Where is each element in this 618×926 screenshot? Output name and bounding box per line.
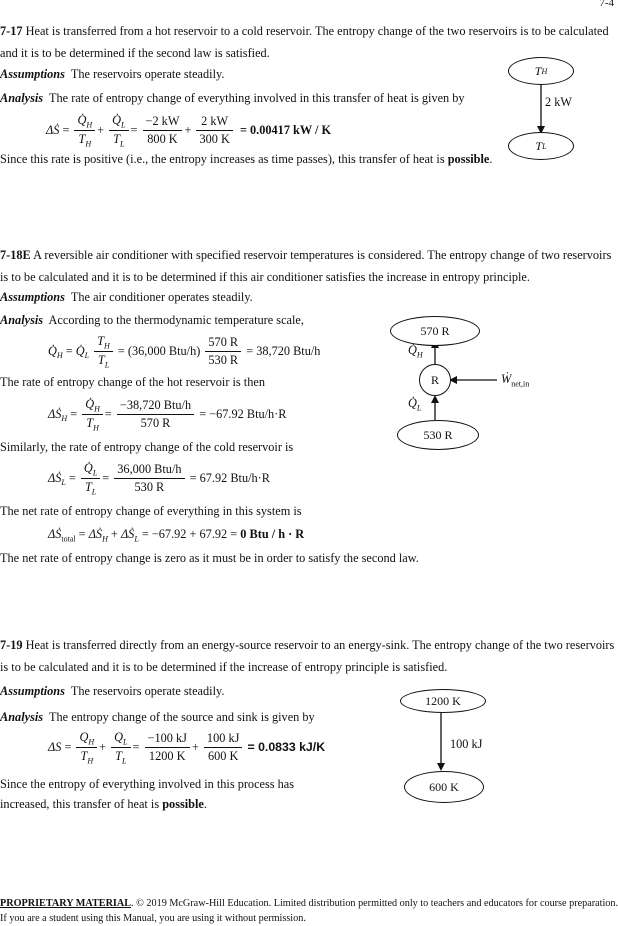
- qh-label: $Q̇_H$: [408, 343, 423, 360]
- equation-ds-cold: ΔṠ$_L$ = $\frac{Q̇_L}{T_L}$ = $\frac{\text{36,000 Btu/h}}{530 R}$ = 67.92 Btu/h·R: [48, 461, 270, 497]
- footer-line1: PROPRIETARY MATERIAL. © 2019 McGraw-Hill Education. Limited distribution permitted only to teachers and educators for course preparation.: [0, 898, 618, 909]
- refrigerator-circle: R: [419, 364, 451, 396]
- cold-reservoir-ellipse: 530 R: [397, 420, 479, 450]
- assumptions-line: Assumptions The reservoirs operate steadily.: [0, 684, 225, 698]
- work-label: Ẇ$_{net,in}$: [501, 372, 530, 389]
- conclusion-7-18E: The net rate of entropy change is zero as it must be in order to satisfy the second law.: [0, 551, 419, 565]
- analysis-line: Analysis According to the thermodynamic temperature scale,: [0, 313, 304, 327]
- analysis-line: Analysis The entropy change of the source and sink is given by: [0, 710, 315, 724]
- text-net: The net rate of entropy change of everything in this system is: [0, 504, 302, 518]
- equation-7-17: ΔṠ = $\frac{Q̇_H}{T_H}$ + $\frac{Q̇_L}{T_L}$ = $\frac{-2 kW}{800 K}$ + $\frac{2 kW}{300 K}$ = 0.00417 kW / K: [46, 113, 332, 149]
- page-number: 7-4: [599, 0, 614, 9]
- footer-line2: If you are a student using this Manual, you are using it without permission.: [0, 913, 306, 924]
- assumptions-line: Assumptions The reservoirs operate steadily.: [0, 67, 225, 81]
- ql-label: $Q̇_L$: [408, 396, 422, 413]
- hot-reservoir-ellipse: T H: [508, 57, 574, 85]
- source-reservoir-ellipse: 1200 K: [400, 689, 486, 713]
- problem-7-18E-statement: 7-18E A reversible air conditioner with specified reservoir temperatures is considered. The entropy change of two reservoirs is to be calculated and it is to be determined if this air conditioner satisfies the increase in entropy principle.: [0, 248, 612, 284]
- problem-number: 7-19: [0, 638, 23, 652]
- problem-7-17-statement: 7-17 Heat is transferred from a hot reservoir to a cold reservoir. The entropy change of the two reservoirs is to be calculated and it is to be determined if the second law is satisfied.: [0, 24, 609, 60]
- conclusion-7-19-line2: increased, this transfer of heat is possible.: [0, 797, 207, 811]
- equation-7-19: ΔS = $\frac{Q_H}{T_H}$ + $\frac{Q_L}{T_L}$ = $\frac{-100 kJ}{1200 K}$ + $\frac{100 kJ}{600 K}$ = 0.0833 kJ/K: [48, 730, 326, 766]
- analysis-line: Analysis The rate of entropy change of everything involved in this transfer of heat is given by: [0, 91, 465, 105]
- problem-number: 7-17: [0, 24, 23, 38]
- cold-reservoir-ellipse: T L: [508, 132, 574, 160]
- assumptions-line: Assumptions The air conditioner operates steadily.: [0, 290, 253, 304]
- conclusion-7-17: Since this rate is positive (i.e., the entropy increases as time passes), this transfer of heat is possible.: [0, 152, 493, 166]
- conclusion-7-19-line1: Since the entropy of everything involved in this process has: [0, 777, 295, 791]
- problem-7-19-statement: 7-19 Heat is transferred directly from an energy-source reservoir to an energy-sink. The entropy change of the two reservoirs is to be calculated and it is to be determined if the increase of entropy principle is satisfied.: [0, 638, 615, 674]
- heat-rate-label: 2 kW: [545, 95, 572, 109]
- heat-label: 100 kJ: [450, 737, 483, 751]
- equation-qh: $Q̇_H$ = $Q̇_L$ $\frac{T_H}{T_L}$ = (36,000 Btu/h) $\frac{570 R}{530 R}$ = 38,720 Btu/h: [48, 334, 321, 370]
- text-cold: Similarly, the rate of entropy change of the cold reservoir is: [0, 440, 294, 454]
- hot-reservoir-ellipse: 570 R: [390, 316, 480, 346]
- problem-number: 7-18E: [0, 248, 31, 262]
- equation-total: ΔṠ$_{total}$ = ΔṠ$_H$ + ΔṠ$_L$ = −67.92 + 67.92 = 0 Btu / h · R: [48, 527, 305, 544]
- text-hot: The rate of entropy change of the hot reservoir is then: [0, 375, 265, 389]
- sink-reservoir-ellipse: 600 K: [404, 771, 484, 803]
- equation-ds-hot: ΔṠ$_H$ = $\frac{Q̇_H}{T_H}$ = $\frac{\text{−38,720 Btu/h}}{570 R}$ = −67.92 Btu/h·R: [48, 397, 287, 433]
